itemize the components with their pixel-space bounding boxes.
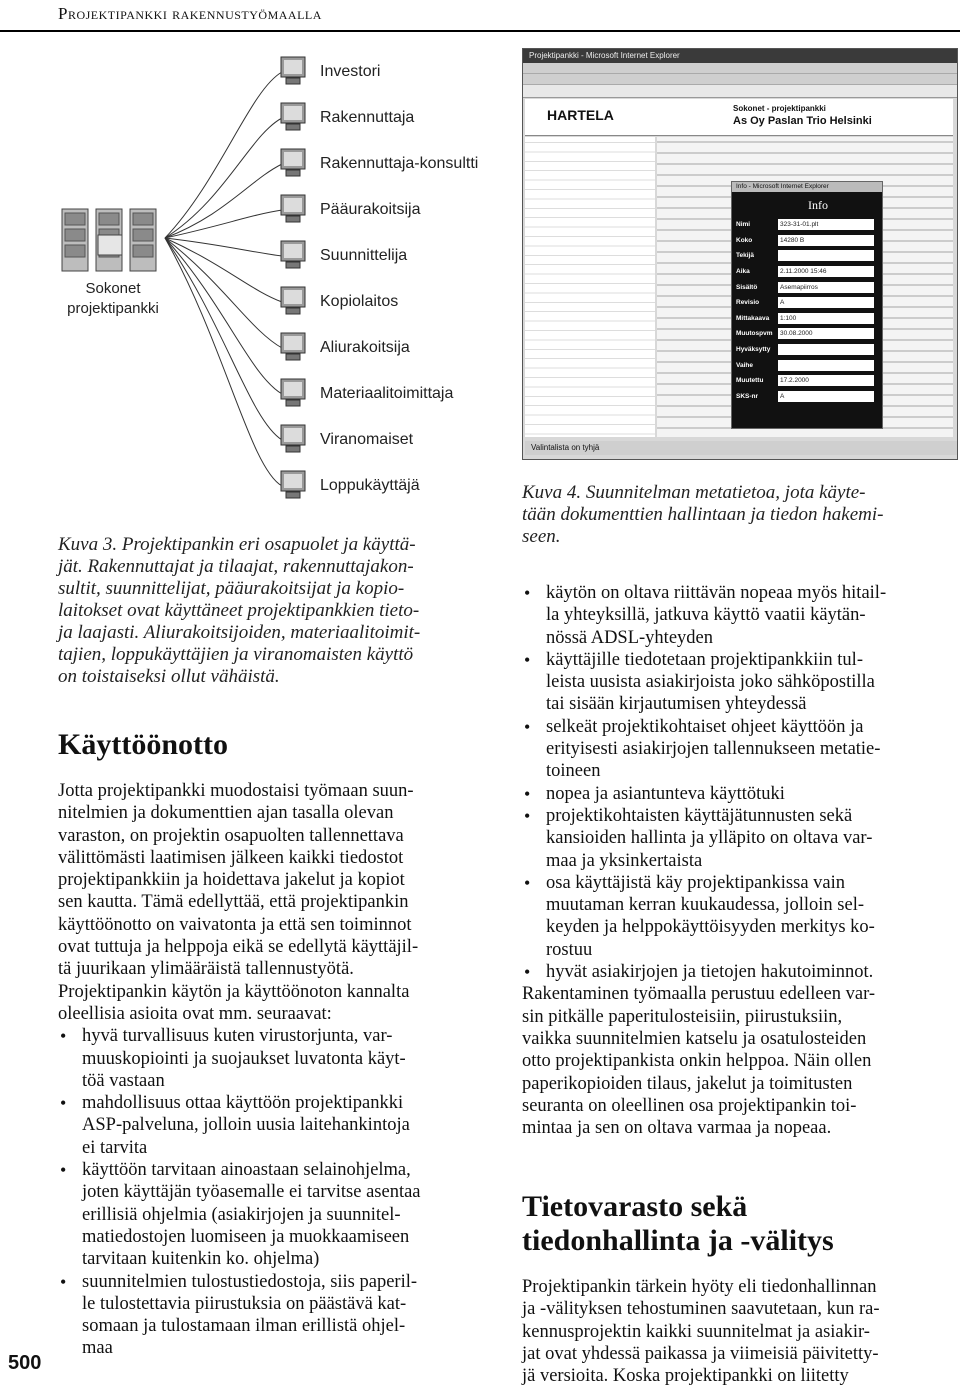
role-label: Loppukäyttäjä bbox=[320, 477, 420, 494]
site-banner bbox=[525, 99, 953, 136]
info-row bbox=[732, 342, 882, 358]
text-line: käyttöönotto on vaivatonta ja että sen toiminnot bbox=[58, 914, 412, 935]
heading-line: Tietovarasto sekä bbox=[522, 1190, 748, 1223]
info-row bbox=[732, 233, 882, 249]
info-field-value: A bbox=[778, 391, 874, 402]
info-field-label: Aika bbox=[736, 268, 750, 276]
text-line: töä vastaan bbox=[82, 1070, 165, 1091]
role-label: Rakennuttaja-konsultti bbox=[320, 155, 479, 172]
info-row bbox=[732, 264, 882, 280]
text-line: ovat tuttuja ja helppoja eikä se edellytä käyttäjil- bbox=[58, 937, 419, 958]
text-line: sen kautta. Tämä edellyttää, että projektipankin bbox=[58, 892, 409, 913]
computer-icon bbox=[280, 102, 306, 132]
right-column-text-2 bbox=[522, 1276, 958, 1387]
browser-status-bar: Valintalista on tyhjä bbox=[525, 441, 958, 455]
computer-icon bbox=[280, 332, 306, 362]
text-line: jä versioita. Koska projektipankki on liitetty bbox=[522, 1366, 849, 1387]
caption-line: laitokset ovat käyttäneet projektipankkien tieto- bbox=[58, 600, 420, 621]
filing-cabinet-icon bbox=[60, 205, 160, 278]
text-line: sin pitkälle paperitulosteisiin, piirustuksiin, bbox=[522, 1006, 843, 1027]
caption-line: sultit, suunnittelijat, pääurakoitsijat ja kopio- bbox=[58, 578, 405, 599]
text-line: Projektipankin käytön ja käyttöönoton kannalta bbox=[58, 981, 410, 1002]
info-field-label: Mittakaava bbox=[736, 314, 770, 322]
computer-icon bbox=[280, 56, 306, 86]
text-line: le tulostettavia piirustuksia on päästävä kat- bbox=[82, 1293, 407, 1314]
list-item bbox=[522, 582, 958, 649]
info-field-label: Vaihe bbox=[736, 361, 753, 369]
info-dialog bbox=[731, 181, 883, 429]
info-field-value: 2.11.2000 15:46 bbox=[778, 266, 874, 277]
figure-4-screenshot bbox=[522, 48, 958, 460]
info-field-label: SKS-nr bbox=[736, 392, 759, 400]
text-line: • osa käyttäjistä käy projektipankissa vain bbox=[546, 872, 846, 893]
list-item bbox=[522, 649, 958, 716]
text-line: tai sisään kirjautumisen yhteydessä bbox=[546, 694, 807, 715]
text-line: • hyvät asiakirjojen ja tietojen hakutoiminnot. bbox=[546, 962, 874, 983]
list-item bbox=[58, 1025, 494, 1092]
role-label: Pääurakoitsija bbox=[320, 201, 421, 218]
text-line: erityisesti asiakirjojen tallennukseen metatie- bbox=[546, 739, 881, 760]
info-field-value: Asemapiirros bbox=[778, 282, 874, 293]
text-line: Jotta projektipankki muodostaisi työmaan suun- bbox=[58, 781, 414, 801]
text-line: • käyttäjille tiedotetaan projektipankkiin tul- bbox=[546, 649, 863, 670]
info-row bbox=[732, 295, 882, 311]
info-field-value bbox=[778, 344, 874, 355]
info-row bbox=[732, 389, 882, 405]
heading-line: tiedonhallinta ja -välitys bbox=[522, 1224, 834, 1257]
text-line: • käytön on oltava riittävän nopeaa myös hitail- bbox=[546, 583, 887, 603]
info-row bbox=[732, 248, 882, 264]
text-line: ASP-palveluna, jolloin uusia laitehankintoja bbox=[82, 1115, 410, 1136]
text-line: jat ovat yhdessä paikassa ja viimeisiä päivitetty- bbox=[522, 1343, 879, 1364]
info-row bbox=[732, 311, 882, 327]
running-header: Projektipankki rakennustyömaalla bbox=[58, 4, 322, 23]
source-label: Sokonet projektipankki bbox=[67, 280, 159, 317]
brand-logo: HARTELA bbox=[547, 107, 614, 123]
info-field-value: 1:100 bbox=[778, 313, 874, 324]
list-item bbox=[522, 961, 958, 983]
banner-subtitle: As Oy Paslan Trio Helsinki bbox=[733, 115, 872, 127]
text-line: vaikka suunnitelmien katselu ja osatulosteiden bbox=[522, 1028, 867, 1049]
text-line: oleellisia asioita ovat mm. seuraavat: bbox=[58, 1003, 332, 1024]
info-field-value bbox=[778, 360, 874, 371]
info-field-label: Nimi bbox=[736, 221, 751, 229]
text-line: • käyttöön tarvitaan ainoastaan selainohjelma, bbox=[82, 1160, 411, 1181]
info-row bbox=[732, 326, 882, 342]
info-heading: Info bbox=[808, 198, 828, 212]
caption-line: tajien, loppukäyttäjien ja viranomaisten käyttö bbox=[58, 644, 414, 665]
caption-line: jät. Rakennuttajat ja tilaajat, rakennuttajakon- bbox=[58, 556, 414, 577]
list-item bbox=[522, 872, 958, 961]
computer-icon bbox=[280, 194, 306, 224]
text-line: somaan ja tulostamaan ilman erillistä ohjel- bbox=[82, 1316, 406, 1337]
bullet-list bbox=[58, 1025, 494, 1359]
text-line: otto projektipankista onkin helppoa. Näin ollen bbox=[522, 1051, 872, 1072]
text-line: maa bbox=[82, 1338, 113, 1359]
info-dialog-title: Info - Microsoft Internet Explorer bbox=[732, 182, 882, 192]
text-line: • nopea ja asiantunteva käyttötuki bbox=[546, 783, 785, 804]
text-line: paperikopioiden tilaus, jakelut ja toimitusten bbox=[522, 1073, 853, 1094]
computer-icon bbox=[280, 148, 306, 178]
caption-line: tään dokumenttien hallintaan ja tiedon hakemi- bbox=[522, 504, 884, 525]
info-field-value: A bbox=[778, 297, 874, 308]
text-line: la yhteyksillä, jatkuva käyttö vaatii käytän- bbox=[546, 605, 866, 626]
text-line: nössä ADSL-yhteyden bbox=[546, 627, 713, 648]
text-line: seuranta on oleellinen osa projektipankin toi- bbox=[522, 1095, 857, 1116]
text-line: toineen bbox=[546, 761, 601, 782]
info-field-label: Tekijä bbox=[736, 252, 754, 260]
figure-4-caption bbox=[522, 482, 960, 548]
computer-icon bbox=[280, 378, 306, 408]
info-field-label: Hyväksytty bbox=[736, 346, 771, 354]
text-line: varaston, on projektin osapuolten tallennettava bbox=[58, 825, 404, 846]
text-line: muutaman kerran kuukaudessa, jolloin sel- bbox=[546, 895, 865, 916]
text-line: • mahdollisuus ottaa käyttöön projektipankki bbox=[82, 1093, 404, 1114]
folder-tree bbox=[525, 137, 655, 437]
text-line: projektipankkiin ja hoidettava jakelut ja kopiot bbox=[58, 870, 405, 891]
computer-icon bbox=[280, 286, 306, 316]
role-label: Aliurakoitsija bbox=[320, 339, 410, 356]
info-field-value: 14280 B bbox=[778, 235, 874, 246]
text-line: nitelmien ja dokumenttien ajan tasalla olevan bbox=[58, 803, 394, 824]
list-item bbox=[58, 1092, 494, 1159]
text-line: kennusprojektin kaikki suunnitelmat ja asiakir- bbox=[522, 1321, 870, 1342]
text-line: • selkeät projektikohtaiset ohjeet käyttöön ja bbox=[546, 716, 864, 737]
info-field-value: 30.08.2000 bbox=[778, 328, 874, 339]
list-item bbox=[58, 1159, 494, 1270]
text-line: tarvitaan kuitenkin ko. ohjelma) bbox=[82, 1249, 320, 1270]
caption-line: Kuva 4. Suunnitelman metatietoa, jota käyte- bbox=[522, 482, 866, 503]
section-heading: Käyttöönotto bbox=[58, 728, 228, 761]
text-line: ei tarvita bbox=[82, 1137, 148, 1158]
info-row bbox=[732, 357, 882, 373]
text-line: • hyvä turvallisuus kuten virustorjunta, var- bbox=[82, 1026, 393, 1047]
computer-icon bbox=[280, 470, 306, 500]
banner-title: Sokonet - projektipankki bbox=[733, 104, 826, 113]
text-line: ja -välityksen tehostuminen saavutetaan, kun ra- bbox=[522, 1299, 880, 1320]
info-field-label: Muutettu bbox=[736, 377, 764, 385]
info-field-label: Muutospvm bbox=[736, 330, 773, 338]
info-field-value: 17.2.2000 bbox=[778, 375, 874, 386]
role-label: Rakennuttaja bbox=[320, 109, 415, 126]
info-row bbox=[732, 217, 882, 233]
role-label: Viranomaiset bbox=[320, 431, 414, 448]
info-field-label: Sisältö bbox=[736, 283, 758, 291]
browser-toolbar bbox=[523, 74, 957, 85]
caption-line: seen. bbox=[522, 526, 561, 547]
text-line: • projektikohtaisten käyttäjätunnusten sekä bbox=[546, 805, 853, 826]
role-label: Kopiolaitos bbox=[320, 293, 399, 310]
browser-title-bar: Projektipankki - Microsoft Internet Explorer bbox=[523, 49, 957, 63]
left-column-text bbox=[58, 780, 494, 1360]
browser-menu-bar bbox=[523, 63, 957, 74]
info-field-label: Revisio bbox=[736, 299, 760, 307]
role-label: Suunnittelija bbox=[320, 247, 408, 264]
info-row bbox=[732, 279, 882, 295]
list-item bbox=[58, 1271, 494, 1360]
text-line: muuskopiointi ja suojaukset luvatonta käyt- bbox=[82, 1048, 406, 1069]
right-column-text bbox=[522, 582, 958, 1139]
figure-3-caption bbox=[58, 534, 498, 688]
info-field-label: Koko bbox=[736, 236, 753, 244]
text-line: maa ja yksinkertaista bbox=[546, 850, 703, 871]
text-line: keyden ja helppokäyttöisyyden merkitys ko- bbox=[546, 917, 875, 938]
text-line: Rakentaminen työmaalla perustuu edelleen var- bbox=[522, 984, 876, 1005]
info-row bbox=[732, 373, 882, 389]
text-line: • suunnitelmien tulostustiedostoja, siis paperil- bbox=[82, 1271, 418, 1292]
section-heading bbox=[522, 1190, 834, 1258]
role-label: Materiaalitoimittaja bbox=[320, 385, 454, 402]
caption-line: on toistaiseksi ollut vähäistä. bbox=[58, 666, 280, 687]
list-item bbox=[522, 805, 958, 872]
text-line: tä juurikaan ylimääräistä tallennustyötä. bbox=[58, 959, 354, 980]
role-label: Investori bbox=[320, 63, 381, 80]
text-line: erillisiä ohjelmia (asiakirjojen ja suunnitel- bbox=[82, 1204, 401, 1225]
text-line: leista uusista asiakirjoista joko sähköpostilla bbox=[546, 672, 875, 693]
text-line: Projektipankin tärkein hyöty eli tiedonhallinnan bbox=[522, 1277, 877, 1297]
page-number: 500 bbox=[8, 1352, 42, 1374]
caption-line: Kuva 3. Projektipankin eri osapuolet ja käyttä- bbox=[58, 534, 416, 555]
list-item bbox=[522, 716, 958, 783]
text-line: mintaa ja sen on oltava varmaa ja nopeaa. bbox=[522, 1118, 832, 1139]
computer-icon bbox=[280, 240, 306, 270]
computer-icon bbox=[280, 424, 306, 454]
text-line: matiedostojen luomiseen ja muokkaamiseen bbox=[82, 1226, 410, 1247]
text-line: rostuu bbox=[546, 939, 593, 960]
list-item bbox=[522, 783, 958, 805]
text-line: joten käyttäjän työasemalle ei tarvitse asentaa bbox=[82, 1182, 421, 1203]
info-field-value bbox=[778, 250, 874, 261]
info-field-value: 323-31-01.plt bbox=[778, 219, 874, 230]
bullet-list bbox=[522, 582, 958, 983]
browser-address-bar bbox=[523, 85, 957, 98]
text-line: kansioiden hallinta ja ylläpito on oltava var- bbox=[546, 828, 873, 849]
caption-line: ja laajasti. Aliurakoitsijoiden, materiaalitoimit- bbox=[58, 622, 421, 643]
text-line: välittömästi laatimisen jälkeen kaikki tiedostot bbox=[58, 847, 404, 868]
